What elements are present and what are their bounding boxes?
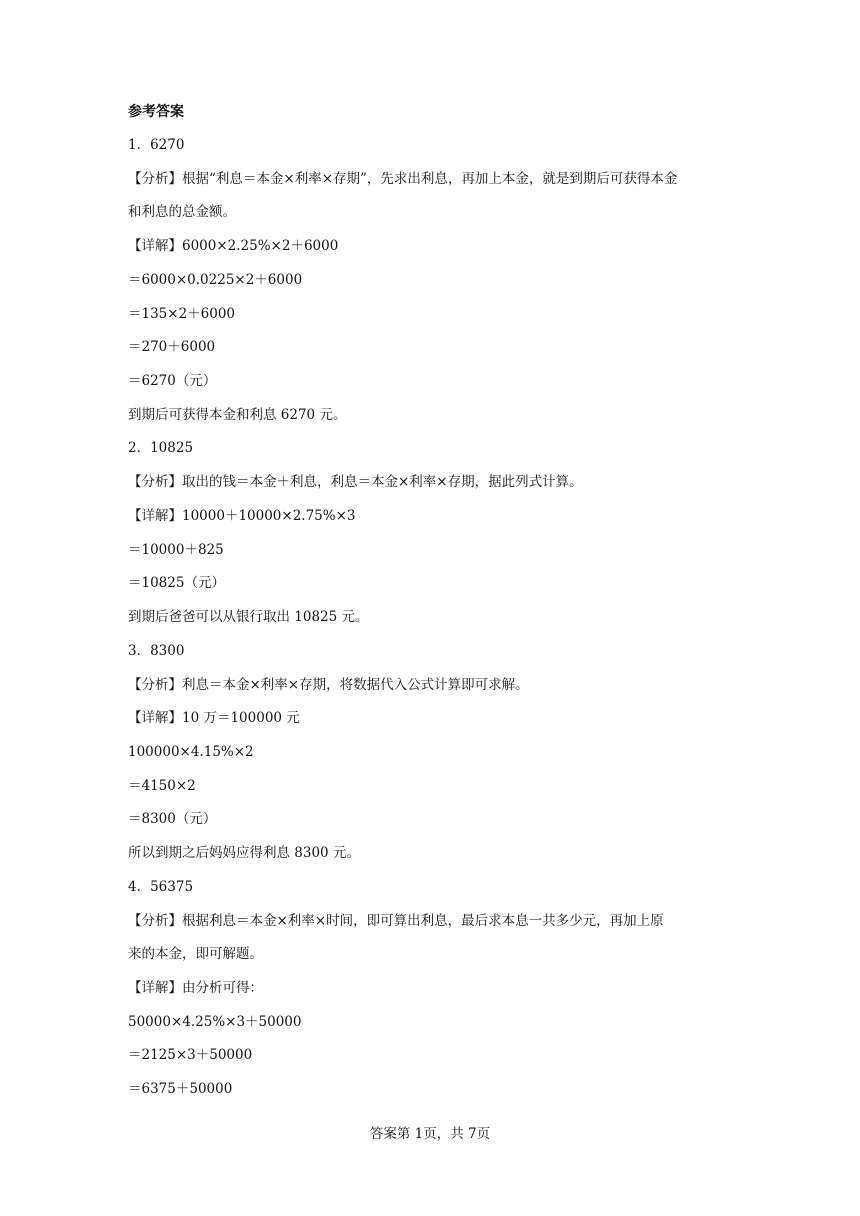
solution-line: ＝6270（元） [128, 373, 217, 390]
answer-document [128, 102, 748, 1113]
solution-line: ＝2125×3＋50000 [128, 1047, 253, 1064]
analysis-line: 和利息的总金额。 [128, 204, 236, 221]
conclusion-line: 到期后可获得本金和利息 6270 元。 [128, 406, 347, 423]
solution-line: ＝6000×0.0225×2＋6000 [128, 271, 303, 288]
solution-line: 100000×4.15%×2 [128, 743, 254, 760]
answer-number-3: 3．8300 [128, 642, 185, 659]
analysis-line: 来的本金，即可解题。 [128, 946, 263, 963]
solution-line: 50000×4.25%×3＋50000 [128, 1013, 302, 1030]
solution-line: ＝270＋6000 [128, 339, 216, 356]
solution-line: 【详解】10 万＝100000 元 [128, 710, 300, 727]
solution-line: ＝10000＋825 [128, 541, 224, 558]
page-footer: 答案第 1页，共 7页 [369, 1126, 491, 1142]
solution-line: 【详解】6000×2.25%×2＋6000 [128, 238, 339, 255]
solution-line: 【详解】由分析可得： [128, 979, 263, 996]
answer-number-2: 2．10825 [128, 440, 194, 457]
solution-line: ＝135×2＋6000 [128, 305, 236, 322]
conclusion-line: 所以到期之后妈妈应得利息 8300 元。 [128, 845, 360, 862]
conclusion-line: 到期后爸爸可以从银行取出 10825 元。 [128, 609, 369, 626]
solution-line: 【详解】10000＋10000×2.75%×3 [128, 507, 356, 524]
analysis-line: 【分析】根据“利息＝本金×利率×存期”，先求出利息，再加上本金，就是到期后可获得本金 [128, 170, 678, 187]
answer-number-1: 1．6270 [128, 137, 185, 153]
analysis-line: 【分析】利息＝本金×利率×存期，将数据代入公式计算即可求解。 [128, 676, 529, 693]
solution-line: ＝4150×2 [128, 777, 196, 794]
analysis-line: 【分析】根据利息＝本金×利率×时间，即可算出利息，最后求本息一共多少元，再加上原 [128, 912, 664, 929]
solution-line: ＝10825（元） [128, 575, 225, 592]
solution-line: ＝6375＋50000 [128, 1081, 233, 1098]
solution-line: ＝8300（元） [128, 811, 217, 828]
document-heading: 参考答案 [128, 104, 184, 120]
answer-number-4: 4．56375 [128, 878, 194, 895]
analysis-line: 【分析】取出的钱＝本金＋利息，利息＝本金×利率×存期，据此列式计算。 [128, 474, 583, 491]
